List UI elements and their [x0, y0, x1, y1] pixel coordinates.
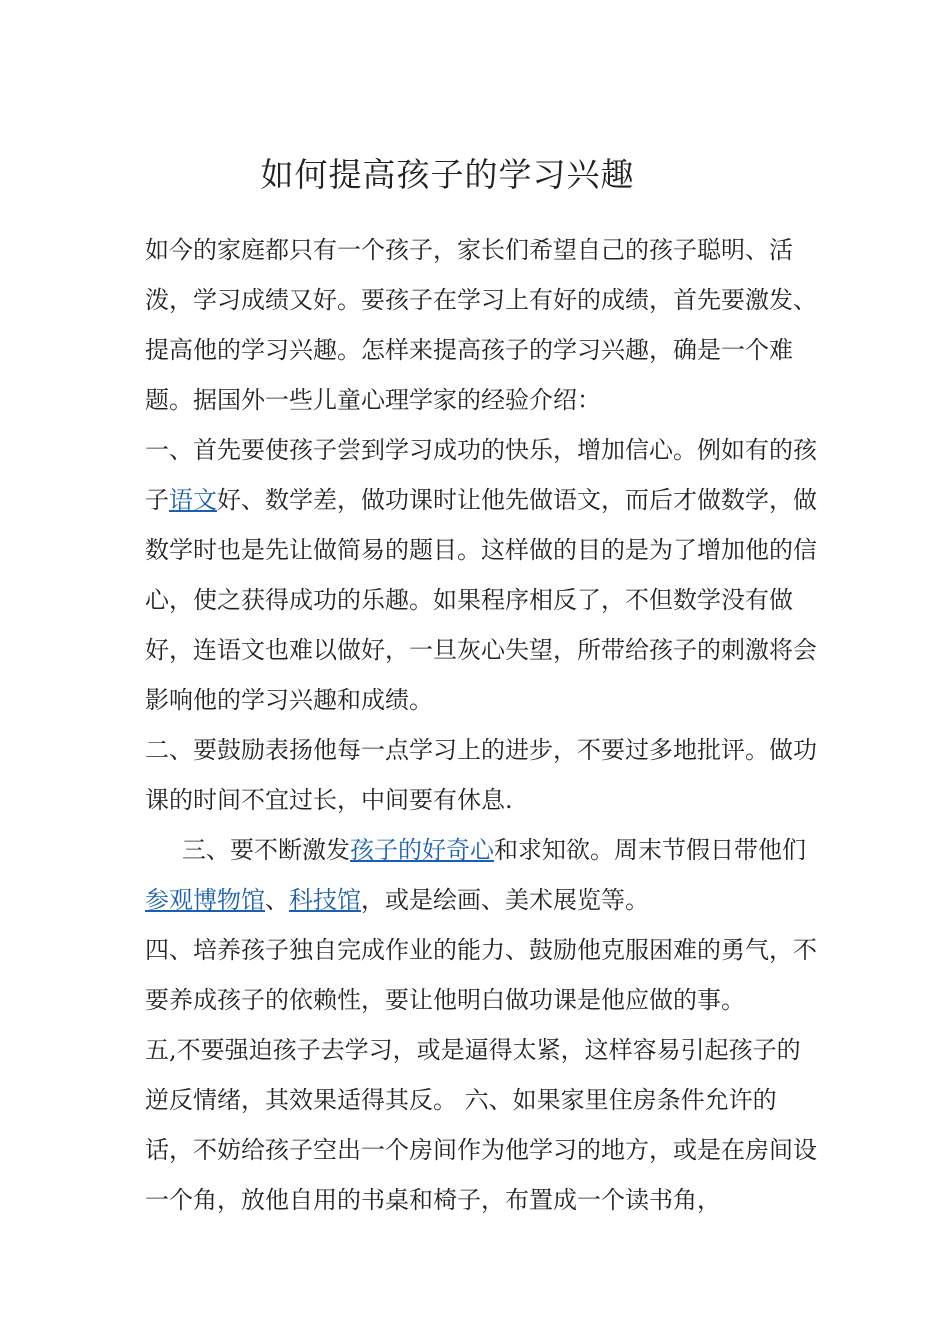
point-3-paragraph [145, 825, 817, 925]
point-3-separator: 、 [265, 886, 289, 914]
point-1-paragraph [145, 425, 817, 725]
point-4-paragraph: 四、培养孩子独自完成作业的能力、鼓励他克服困难的勇气，不要养成孩子的依赖性，要让他明白做功课是他应做的事。 [145, 936, 817, 1014]
link-science-museum[interactable]: 科技馆 [289, 886, 361, 914]
link-chinese[interactable]: 语文 [169, 486, 217, 514]
link-curiosity[interactable]: 孩子的好奇心 [350, 836, 494, 864]
link-museum[interactable]: 参观博物馆 [145, 886, 265, 914]
document-title: 如何提高孩子的学习兴趣 [260, 155, 635, 194]
point-2-paragraph: 二、要鼓励表扬他每一点学习上的进步，不要过多地批评。做功课的时间不宜过长，中间要有休息. [145, 736, 817, 814]
point-5-6-paragraph: 五,不要强迫孩子去学习，或是逼得太紧，这样容易引起孩子的逆反情绪，其效果适得其反。 六、如果家里住房条件允许的话，不妨给孩子空出一个房间作为他学习的地方，或是在房间设一个角，放他自用的书桌和椅子，布置成一个读书角， [145, 1036, 817, 1214]
point-1-text-end: 好、数学差，做功课时让他先做语文，而后才做数学，做数学时也是先让做简易的题目。这样做的目的是为了增加他的信心，使之获得成功的乐趣。如果程序相反了，不但数学没有做好，连语文也难以做好，一旦灰心失望，所带给孩子的刺激将会影响他的学习兴趣和成绩。 [145, 486, 817, 714]
point-3-text-middle: 和求知欲。周末节假日带他们 [494, 836, 806, 864]
document-body [145, 225, 817, 1225]
intro-paragraph: 如今的家庭都只有一个孩子，家长们希望自己的孩子聪明、活泼，学习成绩又好。要孩子在学习上有好的成绩，首先要激发、提高他的学习兴趣。怎样来提高孩子的学习兴趣，确是一个难题。据国外一些儿童心理学家的经验介绍： [145, 236, 817, 414]
point-1-text-start: 一、首先要使孩子尝到学习成功的快乐，增加信心。例如有的孩子 [145, 436, 817, 514]
point-3-text-start: 三、要不断激发 [182, 836, 350, 864]
point-3-text-end: ，或是绘画、美术展览等。 [361, 886, 649, 914]
